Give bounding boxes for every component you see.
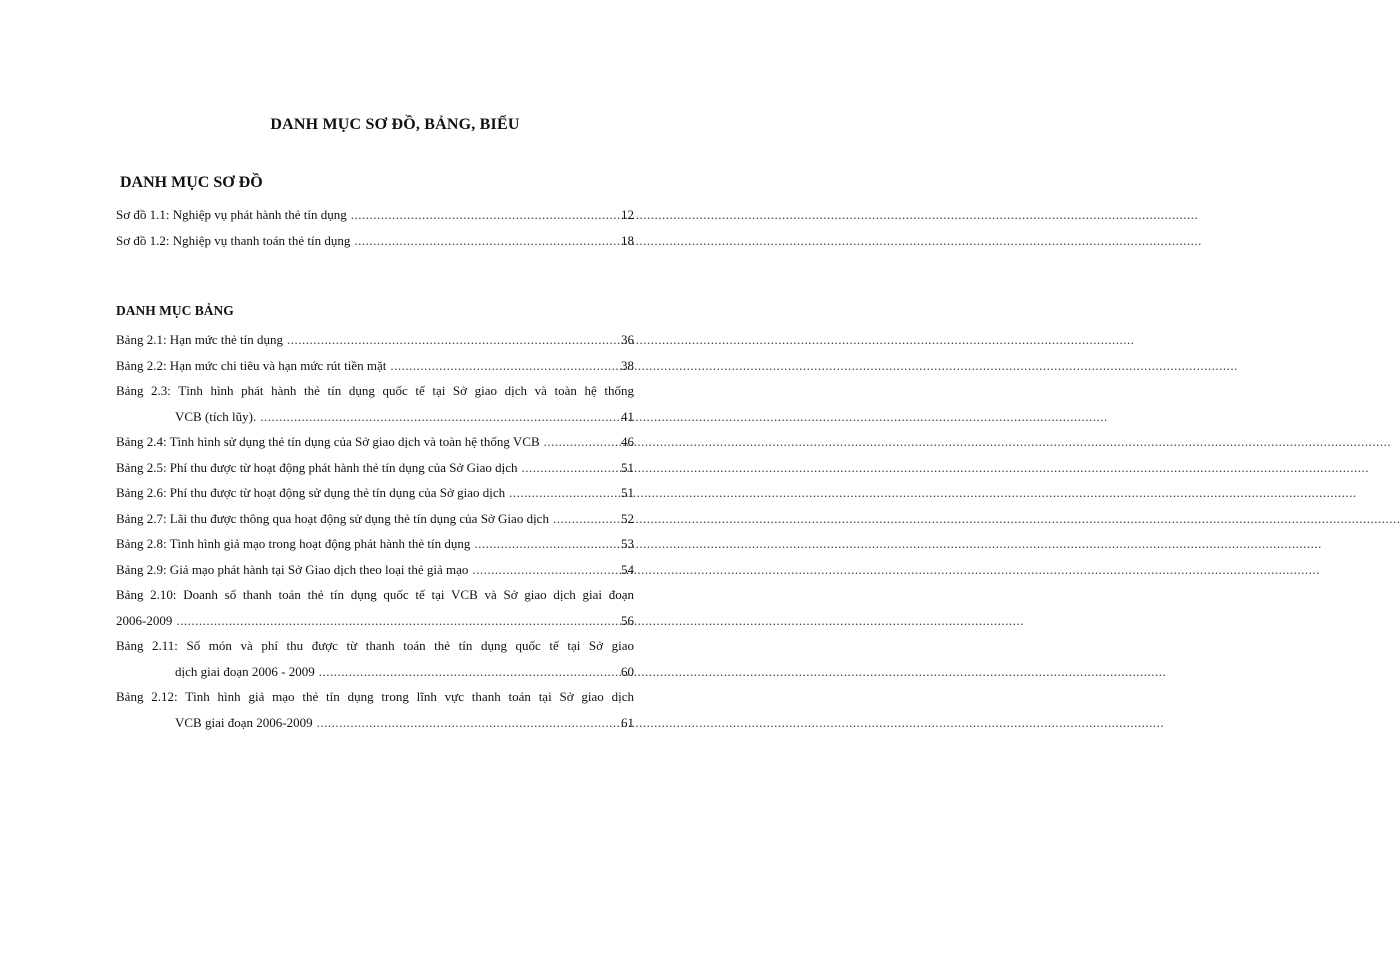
dot-leader bbox=[522, 455, 614, 481]
toc-entry[interactable] bbox=[116, 228, 634, 254]
toc-entry[interactable] bbox=[116, 531, 634, 557]
toc-entry-title: Bảng 2.5: Phí thu được từ hoạt động phát hành thẻ tín dụng của Sở Giao dịch bbox=[116, 459, 518, 475]
main-title: DANH MỤC SƠ ĐỒ, BẢNG, BIỂU bbox=[270, 116, 520, 133]
toc-entry-page: 46 bbox=[621, 434, 634, 449]
dot-leader bbox=[287, 327, 614, 353]
toc-entry-title: Bảng 2.9: Giả mạo phát hành tại Sở Giao dịch theo loại thẻ giả mạo bbox=[116, 561, 469, 577]
toc-entry-page: 41 bbox=[621, 408, 634, 424]
dot-leader bbox=[319, 659, 614, 685]
toc-entry-page: 52 bbox=[621, 510, 634, 526]
toc-entry-title: Sơ đồ 1.2: Nghiệp vụ thanh toán thẻ tín dụng bbox=[116, 232, 351, 248]
so-do-list bbox=[116, 202, 634, 253]
toc-entry[interactable] bbox=[116, 202, 634, 228]
dot-leader bbox=[260, 404, 614, 430]
toc-entry[interactable] bbox=[116, 684, 634, 735]
toc-entry[interactable] bbox=[116, 582, 634, 633]
bang-heading: DANH MỤC BẢNG bbox=[116, 303, 234, 318]
toc-entry-page: 38 bbox=[621, 357, 634, 373]
toc-entry-page: 53 bbox=[621, 536, 634, 551]
toc-entry-title-continued: 2006-2009 bbox=[116, 612, 173, 628]
dot-leader bbox=[351, 202, 614, 228]
toc-entry[interactable] bbox=[116, 480, 634, 506]
toc-entry[interactable] bbox=[116, 455, 634, 481]
toc-entry-title: Bảng 2.10: Doanh số thanh toán thẻ tín dụng quốc tế tại VCB và Sở giao dịch giai đoạn bbox=[116, 587, 634, 602]
toc-entry-page: 51 bbox=[621, 485, 634, 500]
toc-entry[interactable] bbox=[116, 327, 634, 353]
toc-entry-title: Sơ đồ 1.1: Nghiệp vụ phát hành thẻ tín dụng bbox=[116, 207, 347, 222]
dot-leader bbox=[553, 506, 614, 532]
toc-entry-title-continued: VCB giai đoạn 2006-2009 bbox=[175, 714, 313, 730]
dot-leader bbox=[176, 608, 614, 634]
toc-entry-title: Bảng 2.11: Số món và phí thu được từ thanh toán thẻ tín dụng quốc tế tại Sở giao bbox=[116, 638, 634, 653]
toc-entry-title-continued: VCB (tích lũy). bbox=[175, 408, 257, 424]
toc-entry[interactable] bbox=[116, 378, 634, 429]
toc-entry-page: 61 bbox=[621, 714, 634, 730]
toc-entry[interactable] bbox=[116, 506, 634, 532]
toc-entry-page: 36 bbox=[621, 332, 634, 347]
dot-leader bbox=[509, 480, 614, 506]
toc-entry-title: Bảng 2.6: Phí thu được từ hoạt động sử dụng thẻ tín dụng của Sở giao dịch bbox=[116, 485, 506, 500]
toc-entry-page: 60 bbox=[621, 663, 634, 679]
dot-leader bbox=[354, 228, 614, 254]
toc-entry[interactable] bbox=[116, 353, 634, 379]
toc-entry-title: Bảng 2.3: Tình hình phát hành thẻ tín dụng quốc tế tại Sở giao dịch và toàn hệ thống bbox=[116, 383, 634, 398]
toc-entry-page: 18 bbox=[621, 232, 634, 248]
bang-list bbox=[116, 327, 634, 735]
toc-entry-page: 54 bbox=[621, 561, 634, 577]
toc-entry-title: Bảng 2.4: Tình hình sử dụng thẻ tín dụng của Sở giao dịch và toàn hệ thống VCB bbox=[116, 434, 540, 449]
toc-entry-title: Bảng 2.12: Tình hình giả mạo thẻ tín dụng trong lĩnh vực thanh toán tại Sở giao dịch bbox=[116, 689, 634, 704]
dot-leader bbox=[474, 531, 614, 557]
dot-leader bbox=[544, 429, 614, 455]
toc-entry-title: Bảng 2.1: Hạn mức thẻ tín dụng bbox=[116, 332, 283, 347]
toc-entry-title: Bảng 2.2: Hạn mức chi tiêu và hạn mức rút tiền mặt bbox=[116, 357, 387, 373]
toc-entry-page: 56 bbox=[621, 612, 634, 628]
toc-entry-title: Bảng 2.7: Lãi thu được thông qua hoạt động sử dụng thẻ tín dụng của Sở Giao dịch bbox=[116, 510, 549, 526]
so-do-heading: DANH MỤC SƠ ĐỒ bbox=[120, 174, 263, 191]
toc-entry[interactable] bbox=[116, 429, 634, 455]
toc-entry-page: 51 bbox=[621, 459, 634, 475]
dot-leader bbox=[390, 353, 614, 379]
dot-leader bbox=[317, 710, 614, 736]
toc-entry[interactable] bbox=[116, 557, 634, 583]
toc-entry[interactable] bbox=[116, 633, 634, 684]
toc-entry-title-continued: dịch giai đoạn 2006 - 2009 bbox=[175, 663, 315, 679]
dot-leader bbox=[472, 557, 614, 583]
toc-entry-title: Bảng 2.8: Tình hình giả mạo trong hoạt động phát hành thẻ tín dụng bbox=[116, 536, 471, 551]
toc-entry-page: 12 bbox=[621, 207, 634, 222]
